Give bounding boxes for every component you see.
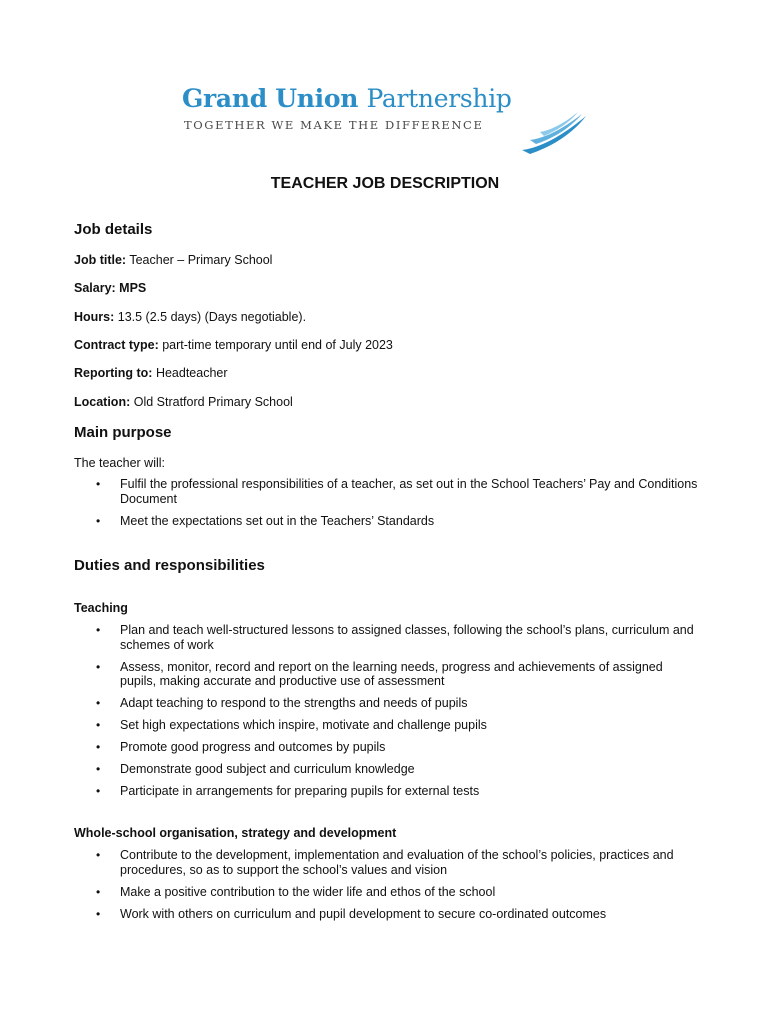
teaching-subheading: Teaching: [74, 601, 128, 615]
bullet-icon: •: [96, 477, 101, 491]
logo-name-part2: Partnership: [366, 84, 512, 113]
bullet-icon: •: [96, 906, 101, 921]
job-details-heading: Job details: [74, 221, 153, 238]
bullet-icon: •: [96, 513, 101, 528]
list-item-text: Assess, monitor, record and report on the learning needs, progress and achievements of assigned pupils, making accurate and productive use of assessment: [120, 659, 663, 688]
list-item: [0, 514, 770, 529]
list-item-text: Promote good progress and outcomes by pupils: [120, 740, 386, 754]
list-item-text: Participate in arrangements for preparing pupils for external tests: [120, 784, 480, 798]
list-item: [0, 907, 770, 922]
job-title-line: [74, 253, 272, 267]
document-title: TEACHER JOB DESCRIPTION: [270, 175, 500, 192]
list-item-text: Make a positive contribution to the wider life and ethos of the school: [120, 884, 496, 899]
hours-value: 13.5 (2.5 days) (Days negotiable).: [114, 310, 307, 324]
salary-label: Salary: MPS: [74, 281, 147, 295]
bullet-icon: •: [96, 696, 101, 710]
list-item: [0, 623, 770, 652]
bullet-icon: •: [96, 718, 101, 732]
location-label: Location:: [74, 395, 131, 409]
logo-tagline: TOGETHER WE MAKE THE DIFFERENCE: [184, 118, 484, 132]
list-item-text: Plan and teach well-structured lessons to assigned classes, following the school’s plans, curriculum and schemes of work: [120, 623, 694, 652]
list-item-text: Meet the expectations set out in the Teachers’ Standards: [120, 513, 435, 528]
hours-line: [74, 310, 306, 324]
list-item: [0, 784, 770, 799]
bullet-icon: •: [96, 848, 101, 862]
list-item-text: Work with others on curriculum and pupil development to secure co-ordinated outcomes: [120, 906, 607, 921]
job-title-value: Teacher – Primary School: [126, 253, 273, 267]
logo-wordmark: [182, 84, 512, 113]
list-item-text: Fulfil the professional responsibilities of a teacher, as set out in the School Teachers’ Pay and Conditions Document: [120, 477, 698, 506]
list-item: [0, 740, 770, 755]
whole-school-subheading: Whole-school organisation, strategy and development: [74, 826, 397, 840]
duties-heading: Duties and responsibilities: [74, 557, 265, 574]
contract-type-line: [74, 338, 393, 352]
contract-type-label: Contract type:: [74, 338, 159, 352]
bullet-icon: •: [96, 784, 101, 798]
list-item: [0, 696, 770, 711]
list-item: [0, 762, 770, 777]
location-line: [74, 395, 293, 409]
bullet-icon: •: [96, 740, 101, 754]
bullet-icon: •: [96, 762, 101, 776]
reporting-to-label: Reporting to:: [74, 366, 153, 380]
list-item-text: Set high expectations which inspire, motivate and challenge pupils: [120, 718, 487, 732]
teaching-list: [0, 623, 770, 806]
logo-name-part1: Grand Union: [182, 84, 367, 113]
list-item-text: Contribute to the development, implementation and evaluation of the school’s policies, practices and procedures, so as to support the school’s values and vision: [120, 848, 674, 877]
list-item-text: Adapt teaching to respond to the strengths and needs of pupils: [120, 696, 468, 710]
grand-union-logo: [182, 84, 592, 156]
bullet-icon: •: [96, 884, 101, 899]
list-item-text: Demonstrate good subject and curriculum knowledge: [120, 762, 415, 776]
swoosh-icon: [520, 110, 590, 156]
list-item: [0, 477, 770, 506]
whole-school-list: [0, 848, 770, 929]
hours-label: Hours:: [74, 310, 115, 324]
salary-line: [74, 281, 146, 295]
reporting-to-line: [74, 366, 228, 380]
list-item: [0, 885, 770, 900]
bullet-icon: •: [96, 623, 101, 637]
bullet-icon: •: [96, 659, 101, 674]
main-purpose-heading: Main purpose: [74, 424, 172, 441]
main-purpose-intro: The teacher will:: [74, 456, 166, 470]
reporting-to-value: Headteacher: [152, 366, 228, 380]
list-item: [0, 848, 770, 877]
main-purpose-list: [0, 477, 770, 536]
contract-type-value: part-time temporary until end of July 2023: [158, 338, 393, 352]
list-item: [0, 718, 770, 733]
list-item: [0, 660, 770, 689]
location-value: Old Stratford Primary School: [130, 395, 293, 409]
job-title-label: Job title:: [74, 253, 127, 267]
